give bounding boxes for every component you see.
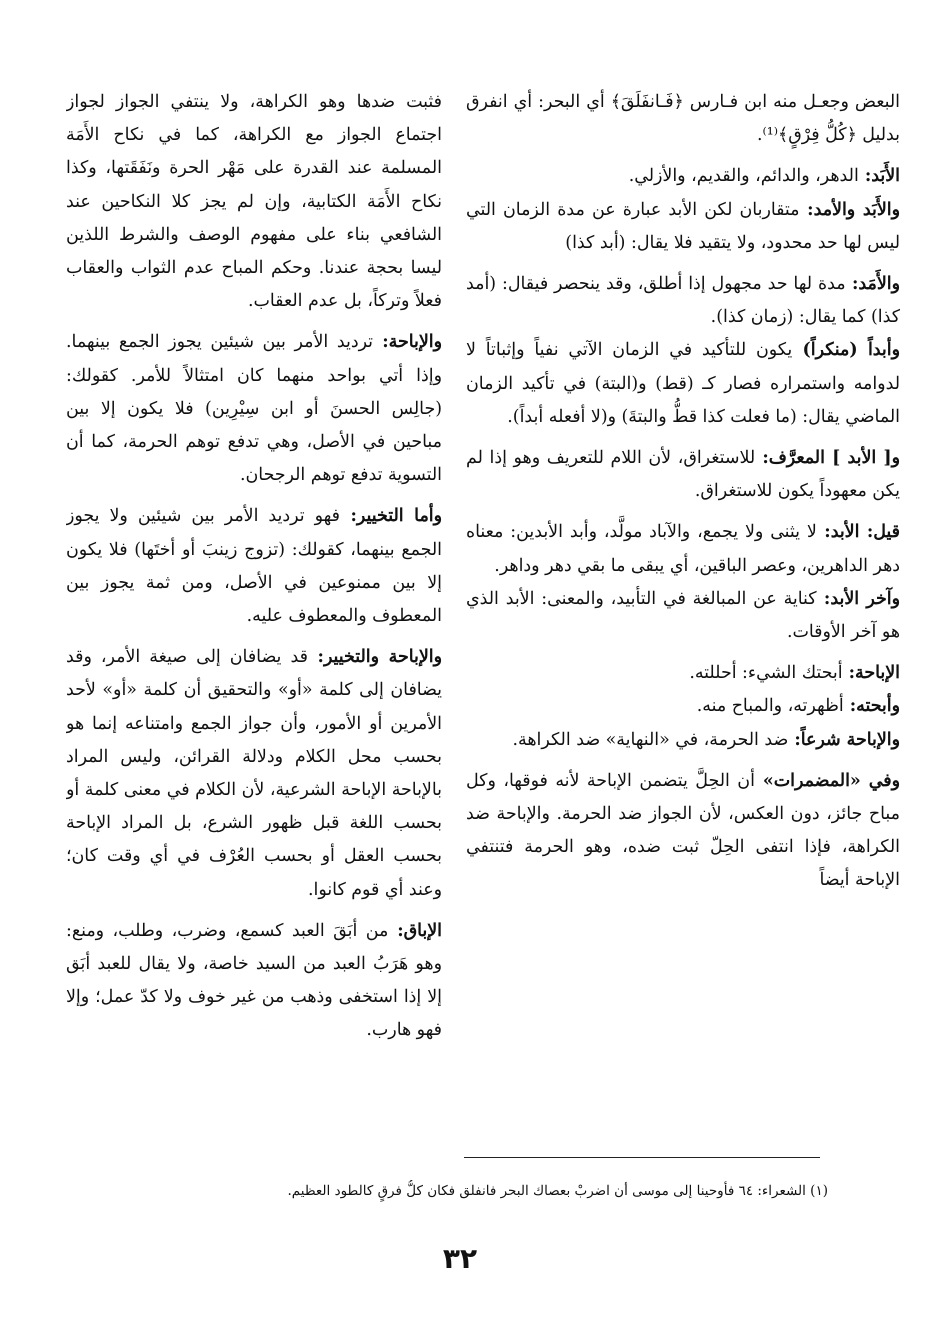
entry-term: والإباحة شرعاً: [788,729,900,750]
right-column [466,86,900,1146]
paragraph [466,690,900,723]
paragraph [66,86,442,318]
footnote: (١) الشعراء: ٦٤ فأوحينا إلى موسى أن اضربْ بعصاك البحر فانفلق فكان كلُّ فرقٍ كالطود العظيم. [287,1183,828,1199]
entry-term: وأما التخيير: [339,506,442,527]
entry-term: والإباحة: [373,332,442,353]
paragraph-body: للاستغراق، لأن اللام للتعريف وهو إذا لم يكن معهوداً يكون للاستغراق. [466,448,900,502]
paragraph-body: مدة لها حد مجهول إذا أطلق، وقد ينحصر فيقال: (أمد كذا) كما يقال: (زمان كذا). [466,274,900,328]
entry-term: وفي «المضمرات» [754,770,900,791]
paragraph-body: أبحتك الشيء: أحللته. [689,663,843,684]
left-column [66,86,442,1146]
entry-term: والأَبَد والأمد: [799,199,900,220]
paragraph-body: الدهر، والدائم، والقديم، والأزلي. [628,166,859,187]
paragraph-body: كناية عن المبالغة في التأبيد، والمعنى: الأبد الذي هو آخر الأوقات. [466,588,900,643]
paragraph-body: من أبَقَ العبد كسمع، وضرب، وطلب، ومنع: وهو هَرَبُ العبد من السيد خاصة، ولا يقال للعبد أبَق إلا إذا استخفى وذهب من غير خوف ولا كدّ عمل؛ وإلا فهو هارب. [66,920,442,1041]
paragraph-body: لا يثنى ولا يجمع، والآباد مولَّد، وأبد الأبدين: معناه دهر الداهرين، وعصر الباقين، أي يبقى ما بقي دهر وداهر. [466,522,900,576]
paragraph [466,724,900,757]
entry-term: قيل: الأبد: [816,522,900,543]
entry-term: وأبحته: [843,696,900,717]
entry-term: الإباق: [388,920,442,941]
paragraph [466,657,900,690]
paragraph [466,583,900,649]
paragraph-body: ضد الحرمة، في «النهاية» ضد الكراهة. [512,729,789,750]
entry-term: وآخر الأبد: [816,588,900,609]
paragraph [66,500,442,633]
paragraph [66,326,442,492]
paragraph [66,641,442,907]
entry-term: والإباحة والتخيير: [307,647,442,668]
paragraph-body: أظهرته، والمباح منه. [696,696,844,717]
paragraph [66,915,442,1048]
paragraph [466,334,900,434]
paragraph-body: فهو ترديد الأمر بين شيئين ولا يجوز الجمع بينهما، كقولك: (تزوج زينبَ أو أختَها) فلا يكون إلا بين ممنوعين في الأصل، ومن ثمة يجوز بين المعطوف والمعطوف عليه. [66,506,442,627]
paragraph-body: ترديد الأمر بين شيئين يجوز الجمع بينهما. وإذا أتي بواحد منهما كان امتثالاً للأمر. كقولك: (جالِس الحسنَ أو ابن سِيْرِين) فلا يكون إلا بين مباحين في الأصل، وهي تدفع توهم الحرمة، كما أن التسوية تدفع توهم الرجحان. [66,332,442,486]
entry-term: والأَمَد: [845,274,900,295]
paragraph [466,516,900,582]
entry-term: الأَبَد: [858,166,900,187]
paragraph [466,765,900,898]
paragraph-body: أن الحِلَّ يتضمن الإباحة لأنه فوقها، وكل مباح جائز، دون العكس، لأن الجواز ضد الحرمة. والإباحة ضد الكراهة، فإذا انتفى الحِلّ ثبت ضده، وهو الحرمة فتنتفي الإباحة أيضاً [466,770,900,891]
paragraph-body: قد يضافان إلى صيغة الأمر، وقد يضافان إلى كلمة «أو» والتحقيق أن كلمة «أو» لأحد الأمرين أو الأمور، وأن جواز الجمع وامتناعه إنما هو بحسب محل الكلام ودلالة القرائن، وليس المراد بالإباحة الإباحة الشرعية، لأن الكلام في معنى كلمة أو بحسب اللغة قبل ظهور الشرع، بل المراد الإباحة بحسب العقل أو بحسب العُرْف في أي وقت كان؛ وعند أي قوم كانوا. [66,647,442,900]
paragraph-body: يكون للتأكيد في الزمان الآتي نفياً وإثباتاً لا لدوامه واستمراره فصار كـ (قط) و(البتة) في تأكيد الزمان الماضي يقال: (ما فعلت كذا قطُّ والبتةَ) و(لا أفعله أبداً). [466,340,900,427]
paragraph-body: البعض وجعـل منه ابن فـارس ﴿فَـانفَلَقَ﴾ أي البحر: أي انفرق بدليل ﴿كُلُّ فِرْقٍ﴾⁽¹⁾. [466,92,900,146]
paragraph [466,268,900,334]
paragraph [466,194,900,260]
paragraph [466,442,900,508]
footnote-divider [464,1157,820,1158]
page-number: ٣٢ [442,1242,478,1275]
paragraph-body: فثبت ضدها وهو الكراهة، ولا ينتفي الجواز لجواز اجتماع الجواز مع الكراهة، كما في نكاح الأَمَة المسلمة عند القدرة على مَهْر الحرة ونَفَقَتها، وكذا نكاح الأَمَة الكتابية، وإن لم يجز كلا النكاحين عند الشافعي بناء على مفهوم الوصف والشرط اللذين ليسا بحجة عندنا. وحكم المباح عدم الثواب والعقاب فعلاً وتركاً، بل عدم العقاب. [66,92,442,312]
entry-term: و[ الأبد ] المعرَّف: [755,448,900,469]
entry-term: وأبداً (منكراً) [792,340,900,361]
paragraph [466,86,900,152]
paragraph-body: متقاربان لكن الأبد عبارة عن مدة الزمان التي ليس لها حد محدود، ولا يتقيد فلا يقال: (أبد كذا) [466,199,900,253]
entry-term: الإباحة: [842,663,900,684]
paragraph [466,160,900,193]
